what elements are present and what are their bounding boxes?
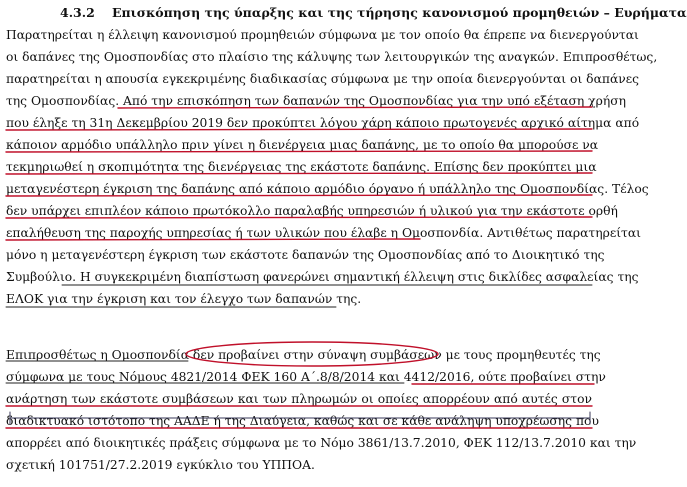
text-line: απορρέει από διοικητικές πράξεις σύμφωνα με το Νόμο 3861/13.7.2010, ΦΕΚ 112/13.7.2010 και την (6, 436, 637, 450)
text-line: κάποιον αρμόδιο υπάλληλο πριν γίνει η διενέργεια μιας δαπάνης, με το οποίο θα μπορούσε να (6, 138, 599, 152)
text-line: μεταγενέστερη έγκριση της δαπάνης από κάποιο αρμόδιο όργανο ή υπάλληλο της Ομοσπονδίας. Τέλος (6, 182, 649, 196)
text-line: επαλήθευση της παροχής υπηρεσίας ή των υλικών που έλαβε η Ομοσπονδία. Αντιθέτως παρατηρείται (6, 226, 641, 240)
text-line: ΕΛΟΚ για την έγκριση και τον έλεγχο των δαπανών της. (6, 292, 362, 306)
section-title: Επισκόπηση της ύπαρξης και της τήρησης κανονισμού προμηθειών – Ευρήματα (112, 5, 687, 20)
text-line: μόνο η μεταγενέστερη έγκριση των εκάστοτε δαπανών της Ομοσπονδίας από το Διοικητικό της (6, 248, 605, 262)
text-line: που έληξε τη 31η Δεκεμβρίου 2019 δεν προκύπτει λόγου χάρη κάποιο πρωτογενές αρχικό αίτημα από (6, 116, 640, 130)
text-line: τεκμηριωθεί η σκοπιμότητα της διενέργειας της εκάστοτε δαπάνης. Επίσης δεν προκύπτει μια (6, 160, 597, 174)
text-line: Επιπροσθέτως η Ομοσπονδία δεν προβαίνει στην σύναψη συμβάσεων με τους προμηθευτές της (6, 348, 601, 362)
text-line: ανάρτηση των εκάστοτε συμβάσεων και των πληρωμών οι οποίες απορρέουν από αυτές στον (6, 392, 592, 406)
text-line: Συμβούλιο. Η συγκεκριμένη διαπίστωση φανερώνει σημαντική έλλειψη στις δικλίδες ασφαλείας της (6, 270, 639, 284)
text-line: σύμφωνα με τους Νόμους 4821/2014 ΦΕΚ 160 Α΄.8/8/2014 και 4412/2016, ούτε προβαίνει στην (6, 370, 606, 384)
text-line: διαδικτυακό ιστότοπο της ΑΑΔΕ ή της Διαύγεια, καθώς και σε κάθε ανάληψη υποχρέωσης που (6, 414, 599, 428)
text-line: παρατηρείται η απουσία εγκεκριμένης διαδικασίας σύμφωνα με την οποία διενεργούνται οι δαπάνες (6, 72, 639, 86)
text-line: οι δαπάνες της Ομοσπονδίας στο πλαίσιο της κάλυψης των λειτουργικών της αναγκών. Επιπροσθέτως, (6, 50, 658, 64)
text-line: δεν υπάρχει επιπλέον κάποιο πρωτόκολλο παραλαβής υπηρεσιών ή υλικού για την εκάστοτε ορθή (6, 204, 618, 218)
section-number: 4.3.2 (60, 5, 95, 20)
text-line: της Ομοσπονδίας. Από την επισκόπηση των δαπανών της Ομοσπονδίας για την υπό εξέταση χρήση (6, 94, 626, 108)
text-line: σχετική 101751/27.2.2019 εγκύκλιο του ΥΠΠΟΑ. (6, 458, 315, 472)
text-line: Παρατηρείται η έλλειψη κανονισμού προμηθειών σύμφωνα με τον οποίο θα έπρεπε να διενεργούνται (6, 28, 639, 42)
